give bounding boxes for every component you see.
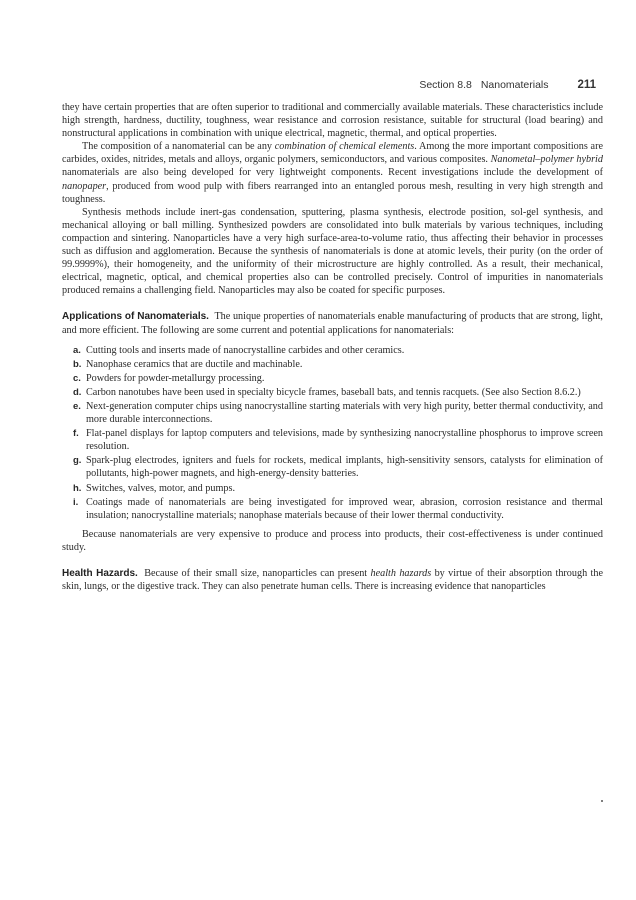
stray-mark: [601, 800, 603, 802]
applications-intro: Applications of Nanomaterials. The unique properties of nanomaterials enable manufacturing of products that are strong, light, and more efficient. The following are some current and potential applications for nanomaterials:: [62, 311, 603, 336]
running-header: [419, 79, 596, 91]
term-nanometal-polymer-hybrid: Nanometal–polymer hybrid: [490, 154, 603, 166]
list-item: c. Powders for powder-metallurgy processing.: [73, 372, 265, 384]
applications-heading: Applications of Nanomaterials.: [62, 311, 209, 323]
term-nanopaper: nanopaper: [62, 180, 107, 192]
paragraph-composition: The composition of a nanomaterial can be any combination of chemical elements. Among the more important compositions are carbides, oxides, nitrides, metals and alloys, organic polymers, semiconductors, and various composites. Nanometal–polymer hybrid nanomaterials are also being developed for very lightweight components. Recent investigations include the development of nanopaper, produced from wood pulp with fibers rearranged into an entangled porous mesh, resulting in very high strength and toughness.: [62, 141, 603, 205]
list-item: d. Carbon nanotubes have been used in specialty bicycle frames, baseball bats, and tennis racquets. (See also Section 8.6.2.): [73, 386, 581, 398]
list-item: g. Spark-plug electrodes, igniters and fuels for rockets, medical implants, high-sensitivity sensors, catalysts for elimination of pollutants, high-power magnets, and high-energy-density batteries.: [73, 455, 603, 480]
page-number: 211: [577, 79, 596, 91]
body-text: [62, 101, 603, 593]
list-item: e. Next-generation computer chips using nanocrystalline starting materials with very high purity, better thermal conductivity, and more durable interconnections.: [73, 400, 603, 426]
list-item: i. Coatings made of nanomaterials are being investigated for improved wear, abrasion, corrosion resistance and thermal insulation; nanocrystalline materials; nanophase materials because of their lower thermal conductivity.: [73, 496, 603, 521]
list-item: a. Cutting tools and inserts made of nanocrystalline carbides and other ceramics.: [73, 344, 405, 356]
paragraph-synthesis: Synthesis methods include inert-gas condensation, sputtering, plasma synthesis, electrode position, sol-gel synthesis, and mechanical alloying or ball milling. Synthesized powders are consolidated into bulk materials by various techniques, including compaction and sintering. Nanoparticles have a very high surface-area-to-volume ratio, thus affecting their behavior in processes such as diffusion and agglomeration. Because the synthesis of nanomaterials is done at atomic levels, their purity (on the order of 99.9999%), their homogeneity, and the uniformity of their microstructure are highly controlled. As a result, their mechanical, electrical, magnetic, optical, and chemical properties also can be controlled precisely. Control of impurities in nanomaterials produced remains a challenging field. Nanoparticles may also be coated for specific purposes.: [62, 206, 603, 297]
term-chemical-elements: combination of chemical elements: [274, 141, 415, 153]
applications-list: [62, 344, 603, 522]
health-heading: Health Hazards.: [62, 568, 138, 579]
list-item: f. Flat-panel displays for laptop computers and televisions, made by synthesizing nanocrystalline phosphorus to improve screen resolution.: [73, 428, 603, 453]
list-item: b. Nanophase ceramics that are ductile and machinable.: [73, 358, 303, 370]
paragraph-cost: Because nanomaterials are very expensive to produce and process into products, their cost-effectiveness is under continued study.: [62, 528, 603, 553]
term-health-hazards: health hazards: [370, 568, 432, 579]
section-title: Nanomaterials: [480, 79, 549, 91]
section-number: Section 8.8: [419, 79, 472, 91]
paragraph-properties: they have certain properties that are often superior to traditional and commercially available materials. These characteristics include high strength, hardness, ductility, toughness, wear resistance and corrosion resistance, suitable for structural (load bearing) and nonstructural applications in combination with unique electrical, magnetic, thermal, and optical properties.: [62, 102, 603, 140]
list-item: h. Switches, valves, motor, and pumps.: [73, 482, 235, 494]
health-paragraph: Health Hazards. Because of their small size, nanoparticles can present health hazards by virtue of their absorption through the skin, lungs, or the digestive track. They can also penetrate human cells. There is increasing evidence that nanoparticles: [62, 568, 603, 593]
